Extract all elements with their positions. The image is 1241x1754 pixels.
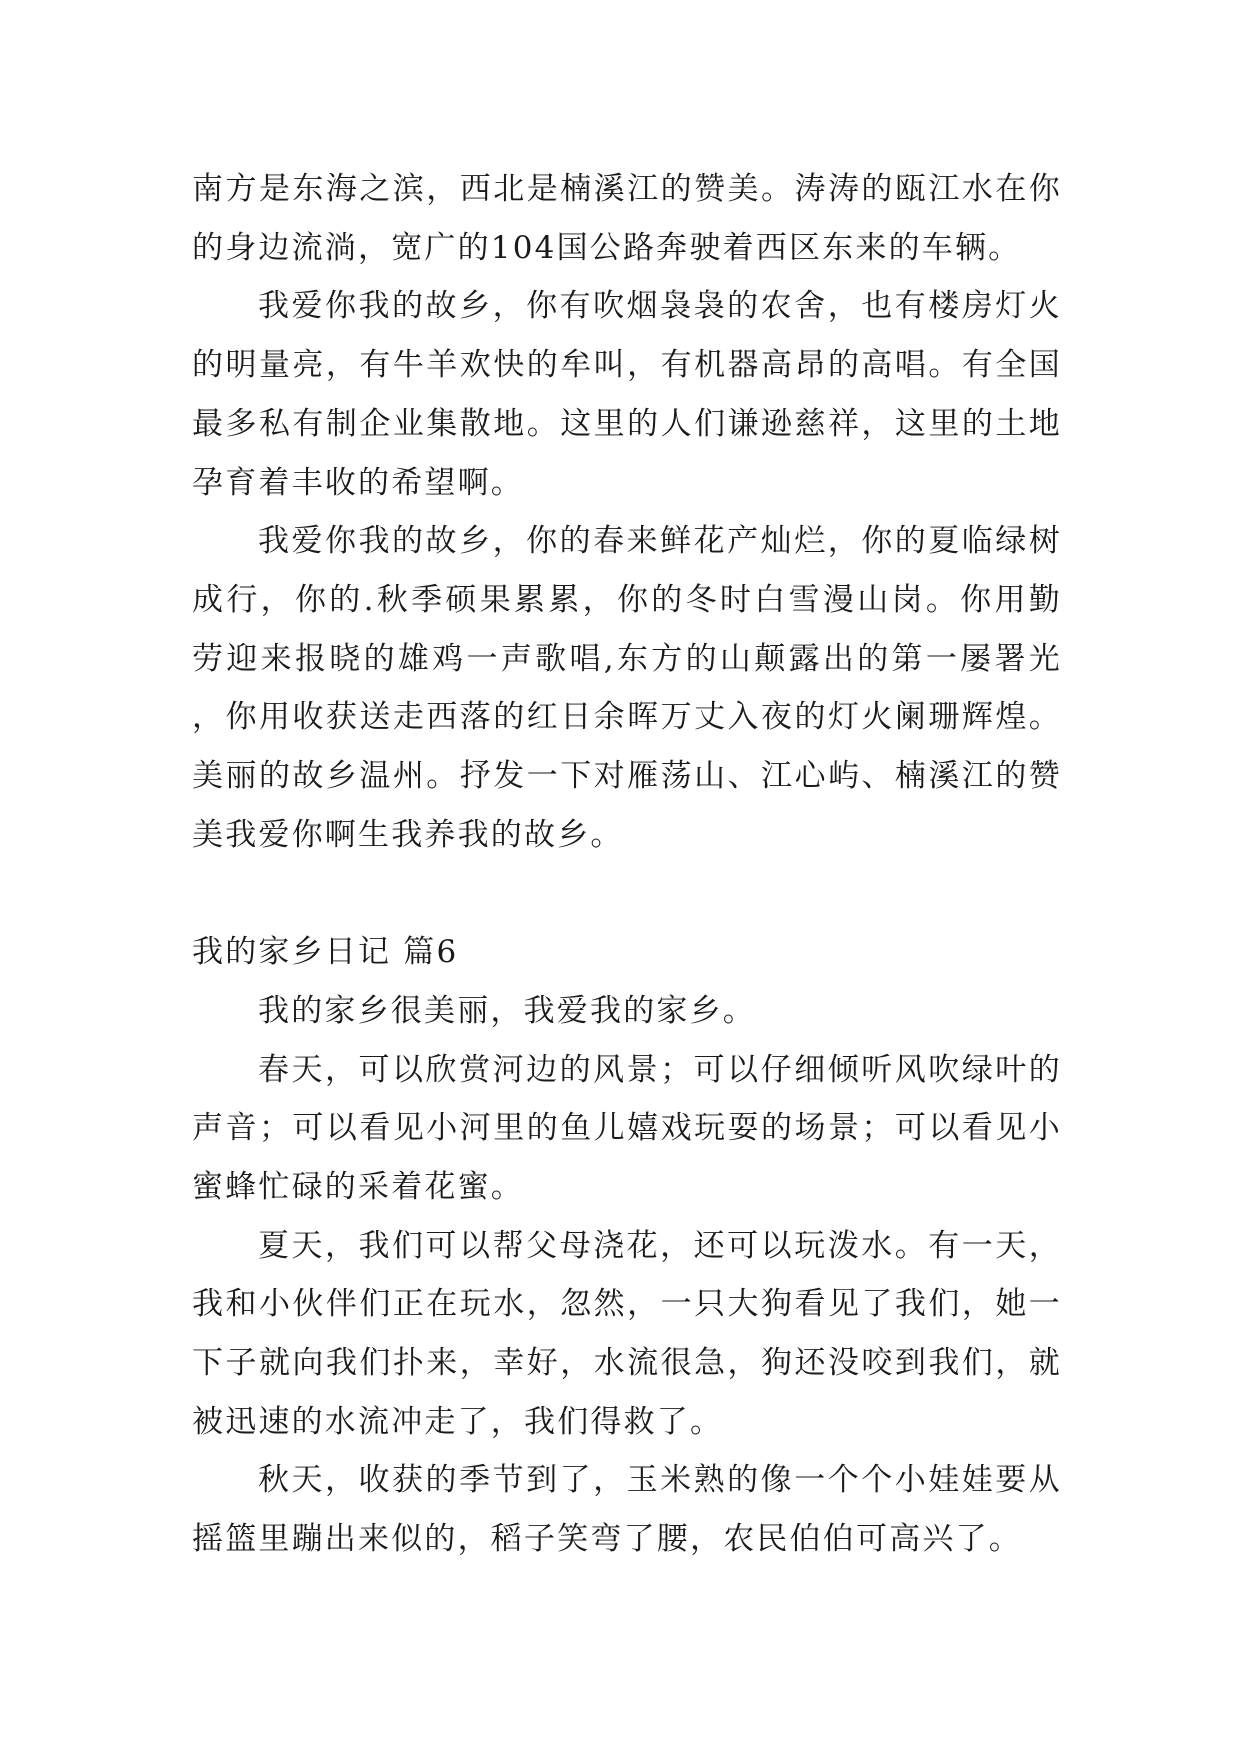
document-body bbox=[192, 160, 1062, 1569]
section-heading: 我的家乡日记 篇6 bbox=[192, 934, 459, 971]
paragraph-4: 我的家乡很美丽，我爱我的家乡。 bbox=[258, 992, 756, 1029]
paragraph-1: 南方是东海之滨，西北是楠溪江的赞美。涛涛的瓯江水在你的身边流淌，宽广的104国公路奔驶着西区东来的车辆。 bbox=[192, 171, 1062, 266]
paragraph-6: 夏天，我们可以帮父母浇花，还可以玩泼水。有一天，我和小伙伴们正在玩水，忽然，一只大狗看见了我们，她一下子就向我们扑来，幸好，水流很急，狗还没咬到我们，就被迅速的水流冲走了，我们得救了。 bbox=[192, 1227, 1062, 1440]
paragraph-7: 秋天，收获的季节到了，玉米熟的像一个个小娃娃要从摇篮里蹦出来似的，稻子笑弯了腰，农民伯伯可高兴了。 bbox=[192, 1462, 1062, 1558]
paragraph-5: 春天，可以欣赏河边的风景；可以仔细倾听风吹绿叶的声音；可以看见小河里的鱼儿嬉戏玩耍的场景；可以看见小蜜蜂忙碌的采着花蜜。 bbox=[192, 1051, 1062, 1205]
paragraph-2: 我爱你我的故乡，你有吹烟袅袅的农舍，也有楼房灯火的明量亮，有牛羊欢快的牟叫，有机器高昂的高唱。有全国最多私有制企业集散地。这里的人们谦逊慈祥，这里的土地孕育着丰收的希望啊。 bbox=[192, 288, 1062, 501]
paragraph-3: 我爱你我的故乡，你的春来鲜花产灿烂，你的夏临绿树成行，你的.秋季硕果累累，你的冬时白雪漫山岗。你用勤劳迎来报晓的雄鸡一声歌唱,东方的山颠露出的第一屡署光，你用收获送走西落的红日余晖万丈入夜的灯火阑珊辉煌。美丽的故乡温州。抒发一下对雁荡山、江心屿、楠溪江的赞美我爱你啊生我养我的故乡。 bbox=[192, 523, 1062, 853]
